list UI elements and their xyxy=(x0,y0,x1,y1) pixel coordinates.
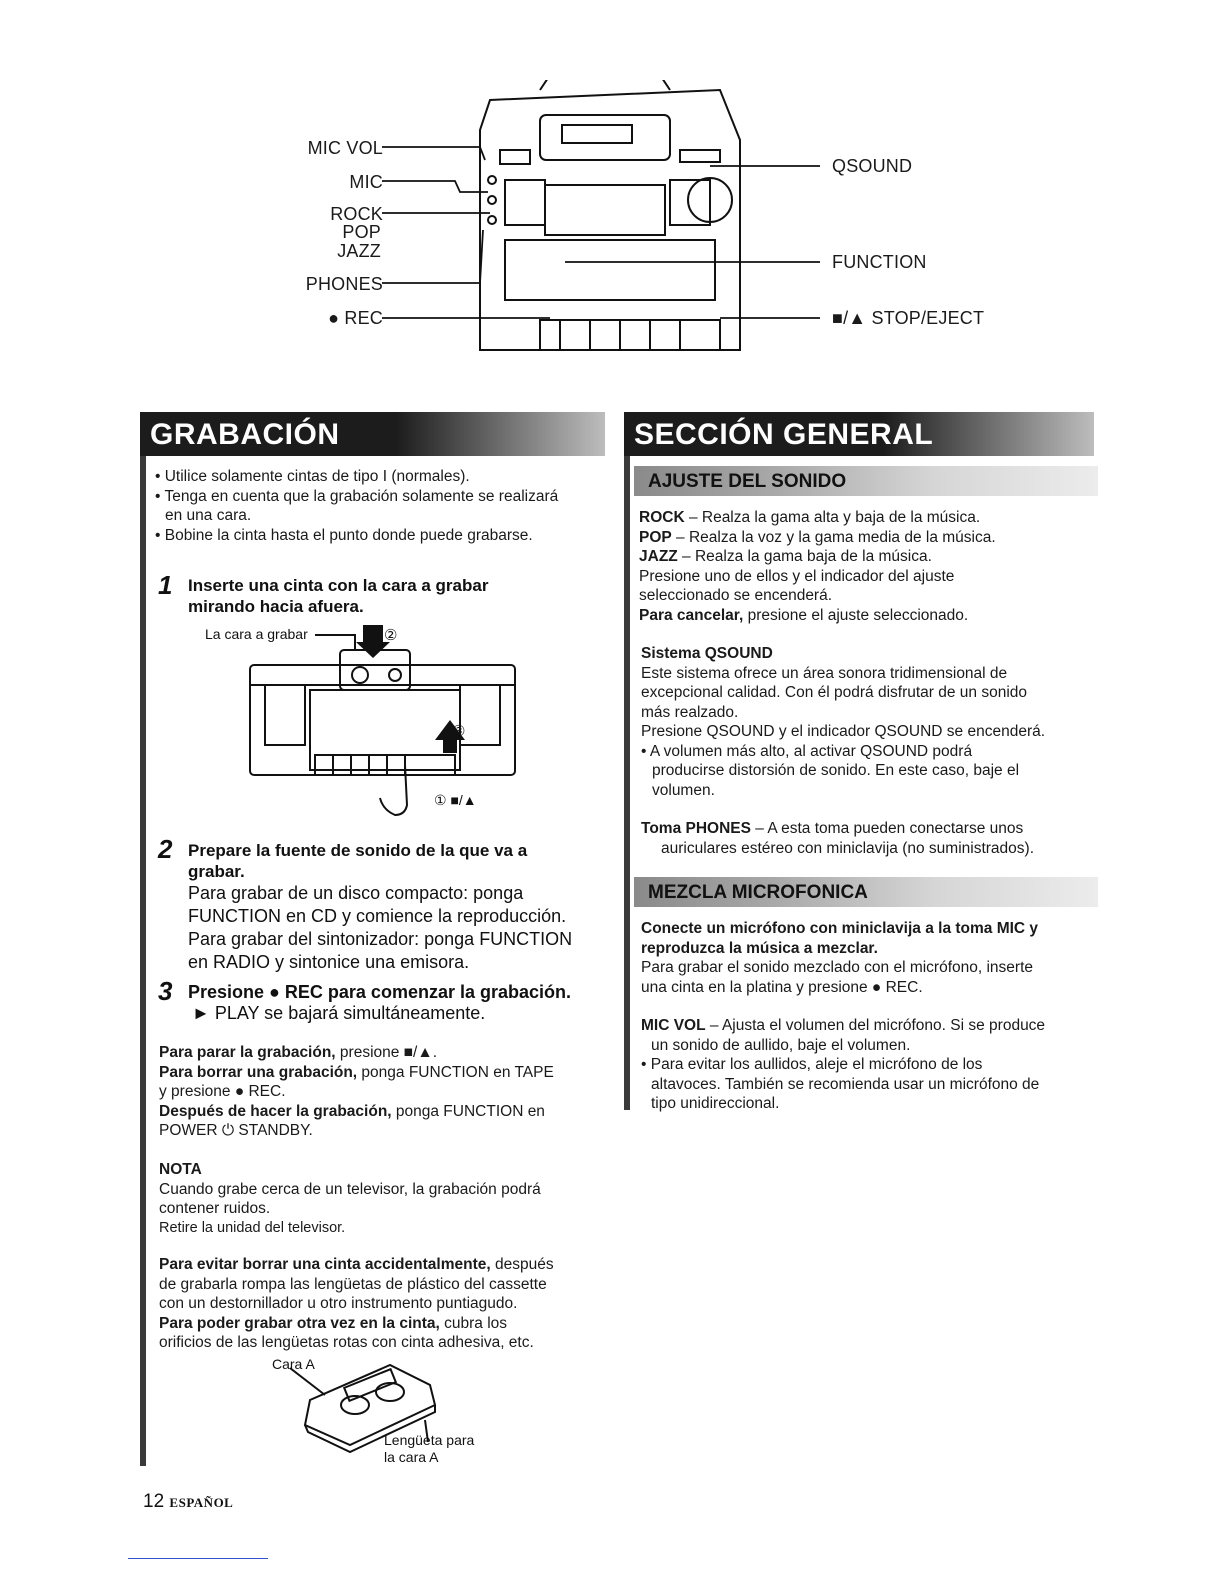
step-1-title: Inserte una cinta con la cara a grabar mirando hacia afuera. xyxy=(188,576,489,616)
mezcla-text: Conecte un micrófono con miniclavija a la toma MIC y reproduzca la música a mezclar. Para grabar el sonido mezclado con el micrófono, inserte una cinta en la platina y presione ● REC. xyxy=(641,920,1039,996)
label-pop: POP xyxy=(342,222,381,242)
bullet-line: • Utilice solamente cintas de tipo I (normales). xyxy=(155,468,470,485)
nota-title: NOTA xyxy=(159,1161,202,1178)
fig2-tab-label: Lengüeta para la cara A xyxy=(384,1432,475,1465)
fig1-num-2: ② xyxy=(384,627,398,644)
step-2-title: Prepare la fuente de sonido de la que va a grabar. xyxy=(188,841,528,881)
fig2-cara-a: Cara A xyxy=(272,1356,315,1372)
right-column-rule xyxy=(624,456,630,1110)
step-2-body: Para grabar de un disco compacto: ponga FUNCTION en CD y comience la reproducción. Para grabar del sintonizador: ponga FUNCTION en RADIO y sintonice una emisora. xyxy=(188,883,573,972)
qsound-text: Sistema QSOUND Este sistema ofrece un área sonora tridimensional de excepcional calidad. Con él podrá disfrutar de un sonido más realzado. Presione QSOUND y el indicador QSOUND se encenderá. • A volumen más alto, al activar QSOUND podrá producirse distorsión de sonido. En este caso, baje el volumen. xyxy=(641,644,1091,800)
label-rock: ROCK xyxy=(330,204,383,224)
bullet-line: • Bobine la cinta hasta el punto donde puede grabarse. xyxy=(155,526,533,544)
subsection-ajuste-sonido: AJUSTE DEL SONIDO xyxy=(634,466,1098,496)
page-language: ESPAÑOL xyxy=(169,1495,234,1510)
fig1-num-3: ③ xyxy=(452,723,466,740)
section-title-grabacion: GRABACIÓN xyxy=(140,412,605,456)
page-number: 12 xyxy=(143,1491,165,1512)
recording-notes: Para parar la grabación, presione ■/▲. Para borrar una grabación, ponga FUNCTION en TAPE y presione ● REC. Después de hacer la grabación, ponga FUNCTION en POWER ⏻ STANDBY. xyxy=(159,1044,554,1139)
micvol-text: MIC VOL – Ajusta el volumen del micrófono. Si se produce un sonido de aullido, baje el volumen. • Para evitar los aullidos, aleje el micrófono de los altavoces. También se recomienda usar un micrófono de tipo unidireccional. xyxy=(641,1017,1046,1112)
step-2-number: 2 xyxy=(158,834,173,864)
section-title-general: SECCIÓN GENERAL xyxy=(624,412,1094,456)
subsection-mezcla: MEZCLA MICROFONICA xyxy=(634,877,1098,907)
label-mic: MIC xyxy=(349,172,383,192)
ajuste-text: ROCK – Realza la gama alta y baja de la música. POP – Realza la voz y la gama media de la música. JAZZ – Realza la gama baja de la música. Presione uno de ellos y el indicador del ajuste seleccionado se encenderá. Para cancelar, presione el ajuste seleccionado. xyxy=(639,509,996,624)
label-rec: ● REC xyxy=(328,308,383,328)
label-jazz: JAZZ xyxy=(337,241,381,261)
fig1-num-1: ① ■/▲ xyxy=(434,792,477,808)
nota-block: NOTA Cuando grabe cerca de un televisor, la grabación podrá contener ruidos. Retire la unidad del televisor. xyxy=(159,1160,599,1238)
label-stop-eject: ■/▲ STOP/EJECT xyxy=(832,308,985,328)
qsound-title: Sistema QSOUND xyxy=(641,645,773,662)
step-3-body: ► PLAY se bajará simultáneamente. xyxy=(192,1003,486,1023)
avoid-erase-block: Para evitar borrar una cinta accidentalmente, después de grabarla rompa las lengüetas de plástico del cassette con un destornillador u otro instrumento puntiagudo. Para poder grabar otra vez en la cinta, cubra los orificios de las lengüetas rotas con cinta adhesiva, etc. xyxy=(159,1256,554,1351)
label-phones: PHONES xyxy=(305,274,383,294)
grabacion-bullets xyxy=(155,467,595,545)
label-function: FUNCTION xyxy=(832,252,927,272)
step-3-title: Presione ● REC para comenzar la grabación. xyxy=(188,982,572,1002)
cassette-insert-illustration xyxy=(245,620,520,820)
label-qsound: QSOUND xyxy=(832,156,913,176)
page-footer xyxy=(143,1491,233,1513)
step-1-number: 1 xyxy=(158,570,173,600)
bullet-line: en una cara. xyxy=(165,507,252,524)
label-mic-vol: MIC VOL xyxy=(307,138,383,158)
step-3-number: 3 xyxy=(158,976,173,1006)
left-column-rule xyxy=(140,456,146,1466)
phones-text: Toma PHONES – A esta toma pueden conectarse unos auriculares estéreo con miniclavija (no suministrados). xyxy=(641,820,1035,857)
bullet-line: • Tenga en cuenta que la grabación solamente se realizará xyxy=(155,487,559,505)
footer-rule xyxy=(128,1558,268,1559)
fig1-label-side: La cara a grabar xyxy=(205,626,308,642)
